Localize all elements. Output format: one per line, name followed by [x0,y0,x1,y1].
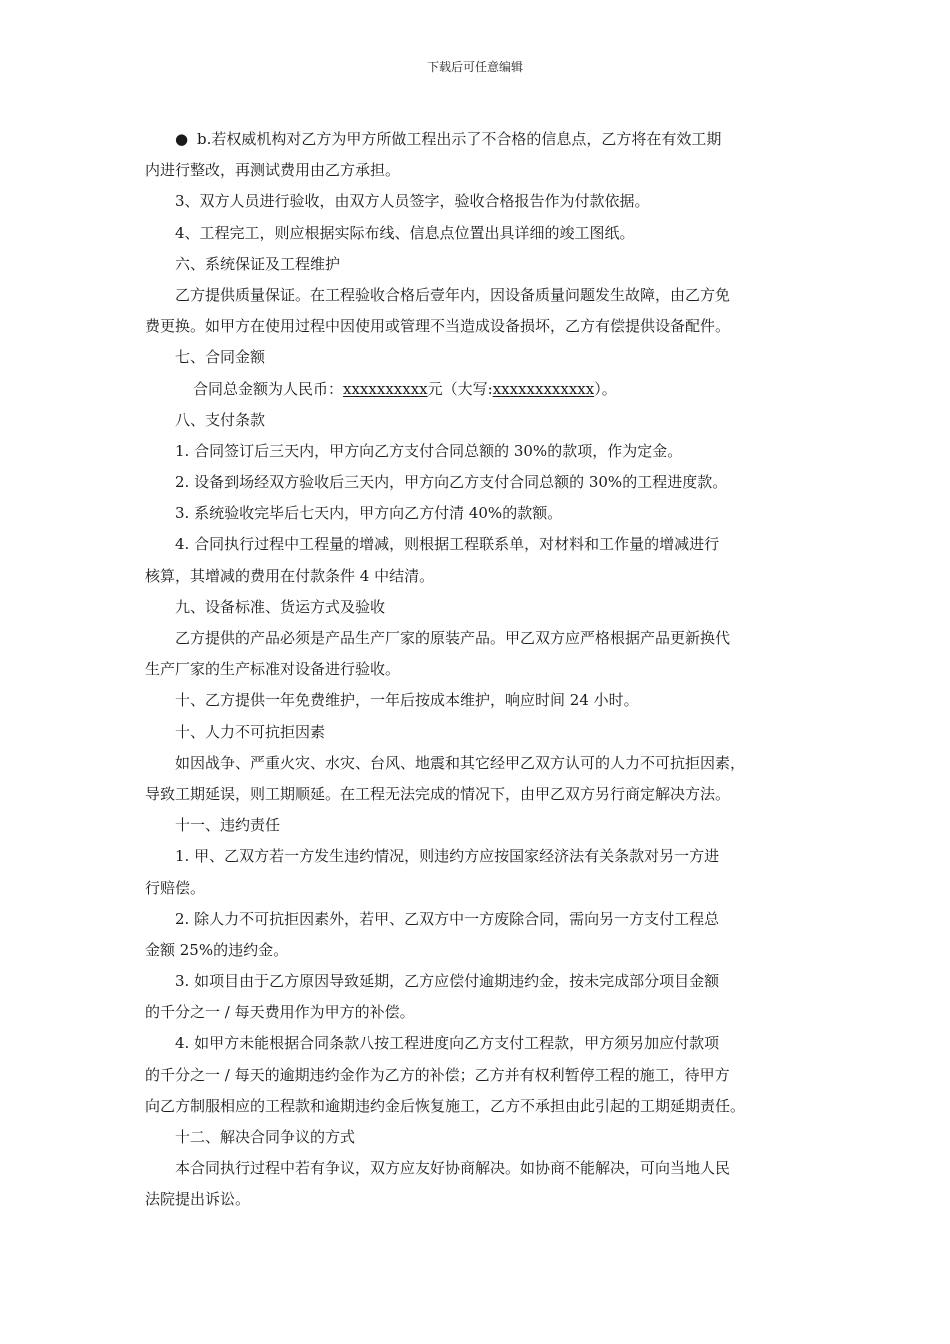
section-11-title: 十一、违约责任 [175,816,281,835]
section-8-p2: 2. 设备到场经双方验收后三天内，甲方向乙方支付合同总额的 30%的工程进度款。 [175,473,728,492]
section-6-line2: 费更换。如甲方在使用过程中因使用或管理不当造成设备损坏，乙方有偿提供设备配件。 [145,317,731,336]
page-header: 下载后可任意编辑 [426,60,523,74]
section-8-p4-line1: 4. 合同执行过程中工程量的增减，则根据工程联系单，对材料和工作量的增减进行 [175,535,720,554]
section-9-title: 九、设备标准、货运方式及验收 [175,597,386,616]
item-b-line2: 内进行整改，再测试费用由乙方承担。 [145,161,401,180]
section-8-p4-line2: 核算，其增减的费用在付款条件 4 中结清。 [145,566,435,585]
section-8-title: 八、支付条款 [175,410,266,429]
section-10-maintenance: 十、乙方提供一年免费维护，一年后按成本维护，响应时间 24 小时。 [175,691,639,710]
section-8-p1: 1. 合同签订后三天内，甲方向乙方支付合同总额的 30%的款项，作为定金。 [175,441,683,460]
section-11-p4-line1: 4. 如甲方未能根据合同条款八按工程进度向乙方支付工程款，甲方须另加应付款项 [175,1034,720,1053]
contract-body [145,124,813,1216]
section-9-line1: 乙方提供的产品必须是产品生产厂家的原装产品。甲乙双方应严格根据产品更新换代 [175,629,731,647]
item-4: 4、工程完工，则应根据实际布线、信息点位置出具详细的竣工图纸。 [175,223,635,242]
item-b-line1: ● b.若权威机构对乙方为甲方所做工程出示了不合格的信息点，乙方将在有效工期 [145,124,813,155]
amount-words: xxxxxxxxxxxx [492,379,595,398]
amount-value: xxxxxxxxxx [343,379,428,398]
section-7-title: 七、合同金额 [175,348,266,367]
section-12-title: 十二、解决合同争议的方式 [175,1128,356,1146]
section-11-p4-line2: 的千分之一 / 每天的逾期违约金作为乙方的补偿；乙方并有权利暂停工程的施工，待甲方 [145,1065,730,1084]
section-11-p2-line1: 2. 除人力不可抗拒因素外，若甲、乙双方中一方废除合同，需向另一方支付工程总 [175,909,720,928]
bullet-icon: ● [175,130,189,148]
section-11-p1-line2: 行赔偿。 [145,878,206,897]
section-11-p1-line1: 1. 甲、乙双方若一方发生违约情况，则违约方应按国家经济法有关条款对另一方进 [175,847,720,866]
section-11-p2-line2: 金额 25%的违约金。 [145,940,289,959]
section-11-p3-line1: 3. 如项目由于乙方原因导致延期，乙方应偿付逾期违约金，按未完成部分项目金额 [175,972,720,991]
section-10-force-majeure-line1: 如因战争、严重火灾、水灾、台风、地震和其它经甲乙双方认可的人力不可抗拒因素， [175,753,746,772]
section-12-line2: 法院提出诉讼。 [145,1190,251,1209]
section-10-force-majeure-title: 十、人力不可抗拒因素 [175,722,326,741]
section-11-p4-line3: 向乙方制服相应的工程款和逾期违约金后恢复施工，乙方不承担由此引起的工期延期责任。 [145,1096,746,1115]
item-3: 3、双方人员进行验收，由双方人员签字，验收合格报告作为付款依据。 [175,192,650,211]
contract-amount-line: 合同总金额为人民币：xxxxxxxxxx元（大写:xxxxxxxxxxxx）。 [193,379,617,398]
section-6-line1: 乙方提供质量保证。在工程验收合格后壹年内，因设备质量问题发生故障，由乙方免 [175,285,731,304]
section-8-p3: 3. 系统验收完毕后七天内，甲方向乙方付清 40%的款额。 [175,504,563,523]
section-11-p3-line2: 的千分之一 / 每天费用作为甲方的补偿。 [145,1003,415,1022]
section-12-line1: 本合同执行过程中若有争议，双方应友好协商解决。如协商不能解决，可向当地人民 [175,1159,731,1178]
section-9-line2: 生产厂家的生产标准对设备进行验收。 [145,660,401,679]
section-10-force-majeure-line2: 导致工期延误，则工期顺延。在工程无法完成的情况下，由甲乙双方另行商定解决方法。 [145,784,731,803]
section-6-title: 六、系统保证及工程维护 [175,254,341,273]
